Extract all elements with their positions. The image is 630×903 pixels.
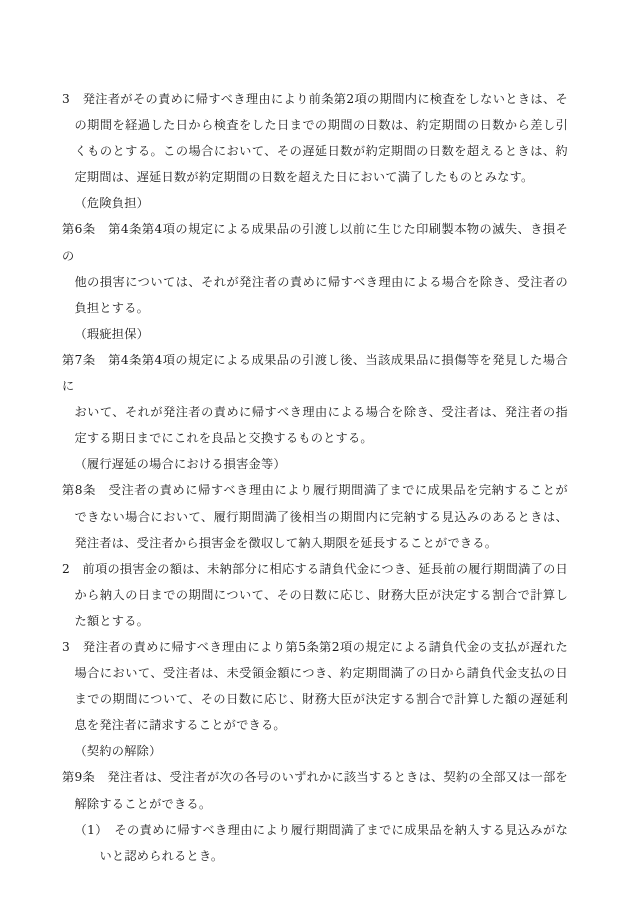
contract-text-body xyxy=(62,86,568,869)
text-line: 息を発注者に請求することができる。 xyxy=(74,718,286,733)
article-paragraph xyxy=(62,216,568,320)
numbered-paragraph xyxy=(62,634,568,738)
text-line: 第7条 第4条第4項の規定による成果品の引渡し後、当該成果品に損傷等を発見した場合に xyxy=(62,352,568,394)
text-line: （履行遅延の場合における損害金等） xyxy=(74,457,286,472)
article-paragraph xyxy=(62,764,568,816)
text-line: 負担とする。 xyxy=(74,300,150,315)
article-paragraph xyxy=(62,347,568,451)
text-line: から納入の日までの期間について、その日数に応じ、財務大臣が決定する割合で計算し xyxy=(74,587,568,602)
numbered-paragraph xyxy=(62,86,568,190)
text-line: 定期間は、遅延日数が約定期間の日数を超えた日において満了したものとみなす。 xyxy=(74,170,534,185)
text-line: 発注者は、受注者から損害金を徴収して納入期限を延長することができる。 xyxy=(74,535,498,550)
text-line: 第6条 第4条第4項の規定による成果品の引渡し以前に生じた印刷製本物の滅失、き損その xyxy=(62,222,568,263)
text-line: 場合において、受注者は、未受領金額につき、約定期間満了の日から請負代金支払の日 xyxy=(74,666,568,681)
clause-heading xyxy=(62,738,568,764)
clause-heading xyxy=(62,451,568,477)
text-line: 3 発注者がその責めに帰すべき理由により前条第2項の期間内に検査をしないときは、そ xyxy=(62,92,568,106)
text-line: 定する期日までにこれを良品と交換するものとする。 xyxy=(74,431,373,446)
text-line: （瑕疵担保） xyxy=(74,326,150,341)
clause-heading xyxy=(62,321,568,347)
clause-heading xyxy=(62,190,568,216)
text-line: 解除することができる。 xyxy=(74,796,212,811)
text-line: （1） その責めに帰すべき理由により履行期間満了までに成果品を納入する見込みがな xyxy=(74,822,568,837)
text-line: おいて、それが発注者の責めに帰すべき理由による場合を除き、受注者は、発注者の指 xyxy=(74,405,568,420)
text-line: 3 発注者の責めに帰すべき理由により第5条第2項の規定による請負代金の支払が遅れた xyxy=(62,639,568,654)
text-line: （契約の解除） xyxy=(74,744,162,759)
text-line: 2 前項の損害金の額は、未納部分に相応する請負代金につき、延長前の履行期間満了の日 xyxy=(62,561,568,576)
text-line: くものとする。この場合において、その遅延日数が約定期間の日数を超えるときは、約 xyxy=(74,144,568,159)
text-line: た額とする。 xyxy=(74,613,150,628)
text-line: 他の損害については、それが発注者の責めに帰すべき理由による場合を除き、受注者の xyxy=(74,274,568,289)
clause-item xyxy=(62,817,568,869)
text-line: 第8条 受注者の責めに帰すべき理由により履行期間満了までに成果品を完納することが xyxy=(62,483,568,498)
article-paragraph xyxy=(62,477,568,555)
numbered-paragraph xyxy=(62,556,568,634)
text-line: までの期間について、その日数に応じ、財務大臣が決定する割合で計算した額の遅延利 xyxy=(74,692,568,707)
text-line: の期間を経過した日から検査をした日までの期間の日数は、約定期間の日数から差し引 xyxy=(74,118,568,133)
text-line: できない場合において、履行期間満了後相当の期間内に完納する見込みのあるときは、 xyxy=(74,509,568,524)
text-line: 第9条 発注者は、受注者が次の各号のいずれかに該当するときは、契約の全部又は一部を xyxy=(62,770,568,785)
text-line: いと認められるとき。 xyxy=(99,848,224,863)
text-line: （危険負担） xyxy=(74,196,150,211)
